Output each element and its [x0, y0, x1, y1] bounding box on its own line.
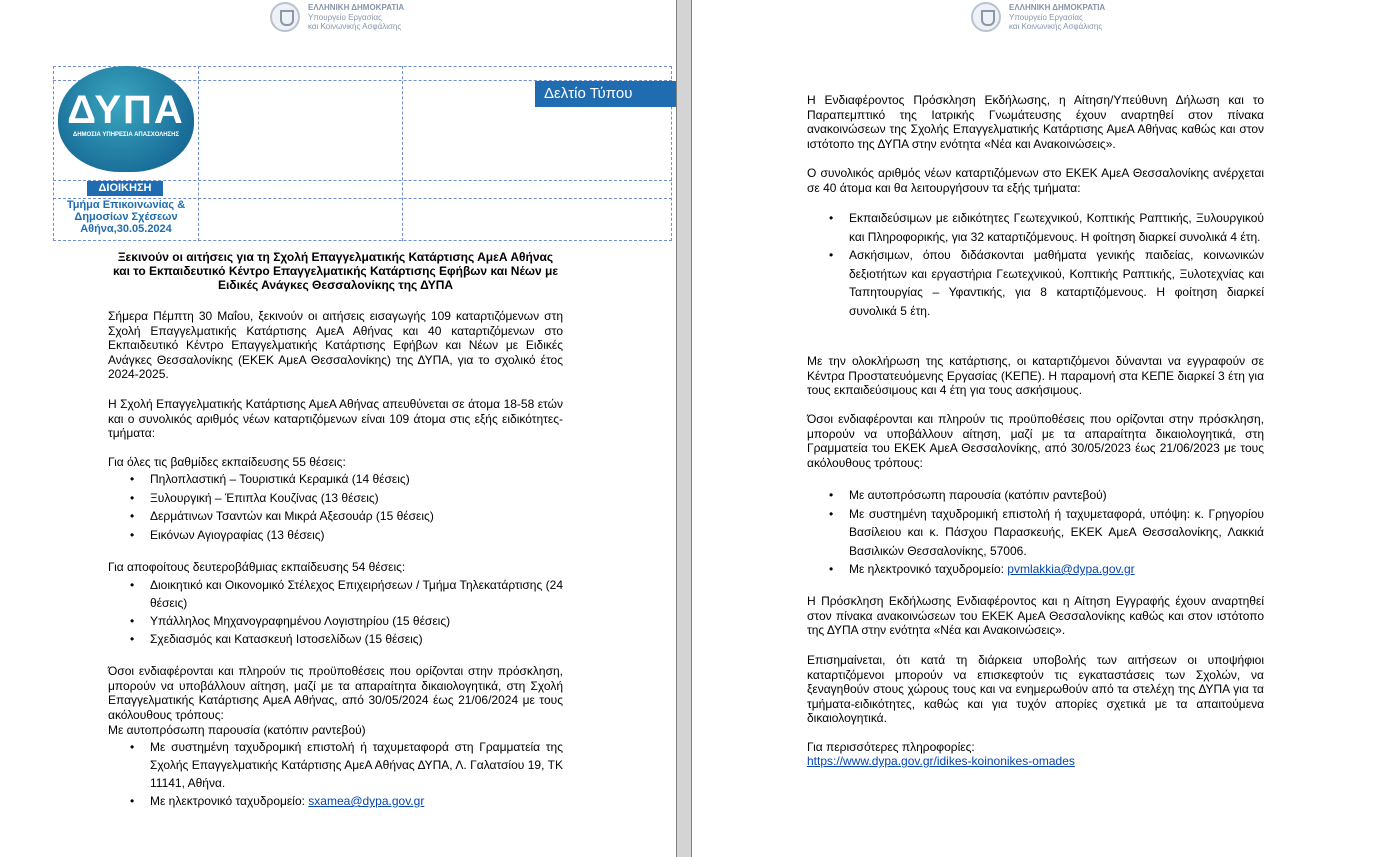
department-block	[58, 199, 194, 235]
coat-of-arms-icon	[971, 2, 1001, 32]
list-item	[807, 560, 1264, 579]
header-line-3: και Κοινωνικής Ασφάλισης	[308, 22, 402, 31]
paragraph: Όσοι ενδιαφέρονται και πληρούν τις προϋποθέσεις που ορίζονται στην πρόσκληση, μπορούν να υποβάλλουν αίτηση, μαζί με τα απαραίτητα δικαιολογητικά, στη Γραμματεία του ΕΚΕΚ ΑμεΑ Θεσσαλονίκης, από 30/05/2023 έως 21/06/2023 με τους ακόλουθους τρόπους:	[807, 412, 1264, 470]
document-page-1	[0, 0, 676, 857]
list-item: • Ξυλουργική – Έπιπλα Κουζίνας (13 θέσεις)	[108, 489, 563, 508]
list-item: • Πηλοπλαστική – Τουριστικά Κεραμικά (14 θέσεις)	[108, 470, 563, 489]
email-link[interactable]: sxamea@dypa.gov.gr	[308, 794, 425, 808]
header-line-2: Υπουργείο Εργασίας	[308, 13, 382, 22]
paragraph: Η Ενδιαφέροντος Πρόσκληση Εκδήλωσης, η Αίτηση/Υπεύθυνη Δήλωση και το Παραπεμπτικό της Ιατρικής Γνωμάτευσης έχουν αναρτηθεί στον πίνακα ανακοινώσεων της Σχολής Επαγγελματικής Κατάρτισης ΑμεΑ Αθήνας καθώς και στον ιστότοπο της ΔΥΠΑ στην ενότητα «Νέα και Ανακοινώσεις».	[807, 93, 1264, 151]
paragraph: Ο συνολικός αριθμός νέων καταρτιζόμενων στο ΕΚΕΚ ΑμεΑ Θεσσαλονίκης ανέρχεται σε 40 άτομα και θα λειτουργήσουν τα εξής τμήματα:	[807, 166, 1264, 195]
paragraph: Η Σχολή Επαγγελματικής Κατάρτισης ΑμεΑ Αθήνας απευθύνεται σε άτομα 18-58 ετών και ο συνολικός αριθμός νέων καταρτιζόμενων είναι 109 άτομα στις εξής ειδικότητες-τμήματα:	[108, 397, 563, 440]
press-title: Ξεκινούν οι αιτήσεις για τη Σχολή Επαγγελματικής Κατάρτισης ΑμεΑ Αθήνας και το Εκπαιδευτικό Κέντρο Επαγγελματικής Κατάρτισης Εφήβων και Νέων με Ειδικές Ανάγκες Θεσσαλονίκης της ΔΥΠΑ	[112, 250, 559, 292]
header-line-1: ΕΛΛΗΝΙΚΗ ΔΗΜΟΚΡΑΤΙΑ	[1009, 3, 1106, 12]
table-border	[198, 66, 199, 241]
paragraph: Σήμερα Πέμπτη 30 Μαΐου, ξεκινούν οι αιτήσεις εισαγωγής 109 καταρτιζόμενων στη Σχολή Επαγγελματικής Κατάρτισης ΑμεΑ Αθήνας και 40 καταρτιζόμενων στο Εκπαιδευτικό Κέντρο Επαγγελματικής Κατάρτισης Εφήβων και Νέων με Ειδικές Ανάγκες Θεσσαλονίκης (ΕΚΕΚ ΑμεΑ Θεσσαλονίκης) της ΔΥΠΑ, για το σχολικό έτος 2024-2025.	[108, 309, 563, 381]
list-item	[108, 792, 563, 810]
document-page-2	[692, 0, 1381, 857]
dypa-logo	[58, 66, 194, 172]
paragraph: Για όλες τις βαθμίδες εκπαίδευσης 55 θέσεις:	[108, 455, 346, 469]
header-line-3: και Κοινωνικής Ασφάλισης	[1009, 22, 1103, 31]
specialty-list	[108, 576, 563, 648]
paragraph: Για περισσότερες πληροφορίες:	[807, 740, 975, 754]
ministry-header	[971, 2, 1131, 34]
dept-line-1: Τμήμα Επικοινωνίας &	[66, 199, 186, 211]
email-label: Με ηλεκτρονικό ταχυδρομείο:	[150, 794, 309, 808]
list-item: • Σχεδιασμός και Κατασκευή Ιστοσελίδων (15 θέσεις)	[108, 630, 563, 648]
dept-date: Αθήνα,30.05.2024	[80, 223, 172, 235]
list-item: • Με συστημένη ταχυδρομική επιστολή ή ταχυμεταφορά στη Γραμματεία της Σχολής Επαγγελματικής Κατάρτισης ΑμεΑ Αθήνας ΔΥΠΑ, Λ. Γαλατσίου 19, ΤΚ 11141, Αθήνα.	[108, 738, 563, 792]
list-item: • Διοικητικό και Οικονομικό Στέλεχος Επιχειρήσεων / Τμήμα Τηλεκατάρτισης (24 θέσεις)	[108, 576, 563, 612]
paragraph: Όσοι ενδιαφέρονται και πληρούν τις προϋποθέσεις που ορίζονται στην πρόσκληση, μπορούν να υποβάλλουν αίτηση, μαζί με τα απαραίτητα δικαιολογητικά, στη Σχολή Επαγγελματικής Κατάρτισης ΑμεΑ Αθήνας, από 30/05/2024 έως 21/06/2024 με τους ακόλουθους τρόπους:	[108, 664, 563, 722]
table-border	[402, 66, 403, 241]
email-link[interactable]: pvmlakkia@dypa.gov.gr	[1007, 562, 1135, 576]
admin-label: ΔΙΟΙΚΗΣΗ	[87, 181, 163, 196]
press-release-label: Δελτίο Τύπου	[535, 81, 676, 107]
paragraph: Η Πρόσκληση Εκδήλωσης Ενδιαφέροντος και η Αίτηση Εγγραφής έχουν αναρτηθεί στον πίνακα ανακοινώσεων του ΕΚΕΚ ΑμεΑ Θεσσαλονίκης καθώς και στον ιστότοπο της ΔΥΠΑ στην ενότητα «Νέα και Ανακοινώσεις».	[807, 594, 1264, 637]
more-info-link[interactable]: https://www.dypa.gov.gr/idikes-koinonikes-omades	[807, 754, 1075, 768]
coat-of-arms-icon	[270, 2, 300, 32]
list-item: • Εικόνων Αγιογραφίας (13 θέσεις)	[108, 526, 563, 545]
table-border	[53, 66, 672, 67]
list-item: • Με συστημένη ταχυδρομική επιστολή ή ταχυμεταφορά, υπόψη: κ. Γρηγορίου Βασίλειου και κ. Πάσχου Παρασκευής, ΕΚΕΚ ΑμεΑ Θεσσαλονίκης, Λακκιά Βασιλικών Θεσσαλονίκης, 57006.	[807, 505, 1264, 561]
paragraph: Με την ολοκλήρωση της κατάρτισης, οι καταρτιζόμενοι δύνανται να εγγραφούν σε Κέντρα Προστατευόμενης Εργασίας (ΚΕΠΕ). Η παραμονή στα ΚΕΠΕ διαρκεί 3 έτη για τους εκπαιδεύσιμους και 4 έτη για τους ασκήσιμους.	[807, 354, 1264, 397]
list-item: • Δερμάτινων Τσαντών και Μικρά Αξεσουάρ (15 θέσεις)	[108, 507, 563, 526]
paragraph: Με αυτοπρόσωπη παρουσία (κατόπιν ραντεβού)	[108, 723, 366, 737]
department-list	[807, 209, 1264, 320]
page-edge	[676, 0, 677, 857]
table-border	[53, 66, 54, 241]
page-gap	[676, 0, 692, 857]
paragraph: Για αποφοίτους δευτεροβάθμιας εκπαίδευσης 54 θέσεις:	[108, 560, 406, 574]
specialty-list	[108, 470, 563, 544]
table-border	[53, 240, 672, 241]
method-list	[108, 738, 563, 810]
ministry-header	[270, 2, 430, 34]
dept-line-2: Δημοσίων Σχέσεων	[74, 211, 178, 223]
header-line-2: Υπουργείο Εργασίας	[1009, 13, 1083, 22]
header-line-1: ΕΛΛΗΝΙΚΗ ΔΗΜΟΚΡΑΤΙΑ	[308, 3, 405, 12]
list-item: • Ασκήσιμων, όπου διδάσκονται μαθήματα γενικής παιδείας, κοινωνικών δεξιοτήτων και εργαστήρια Γεωτεχνικού, Κοπτικής Ραπτικής, Ξυλοτεχνίας και Ταπητουργίας – Υφαντικής, για 8 καταρτιζόμενους. Η φοίτηση διαρκεί συνολικά 5 έτη.	[807, 246, 1264, 320]
logo-text: ΔΥΠΑ	[67, 88, 185, 132]
list-item: • Υπάλληλος Μηχανογραφημένου Λογιστηρίου (15 θέσεις)	[108, 612, 563, 630]
method-list	[807, 486, 1264, 579]
logo-subtext: ΔΗΜΟΣΙΑ ΥΠΗΡΕΣΙΑ ΑΠΑΣΧΟΛΗΣΗΣ	[72, 132, 180, 138]
paragraph: Επισημαίνεται, ότι κατά τη διάρκεια υποβολής των αιτήσεων οι υποψήφιοι καταρτιζόμενοι μπορούν να επισκεφτούν τις εγκαταστάσεις των Σχολών, να ξεναγηθούν στους χώρους τους και να ενημερωθούν από τα στελέχη της ΔΥΠΑ για τα τμήματα-ειδικότητες, καθώς και για τυχόν απορίες σχετικά με τα απαιτούμενα δικαιολογητικά.	[807, 653, 1264, 725]
list-item: • Με αυτοπρόσωπη παρουσία (κατόπιν ραντεβού)	[807, 486, 1264, 505]
list-item: • Εκπαιδεύσιμων με ειδικότητες Γεωτεχνικού, Κοπτικής Ραπτικής, Ξυλουργικού και Πληροφορικής, για 32 καταρτιζόμενους. Η φοίτηση διαρκεί συνολικά 4 έτη.	[807, 209, 1264, 246]
email-label: Με ηλεκτρονικό ταχυδρομείο:	[849, 562, 1008, 576]
